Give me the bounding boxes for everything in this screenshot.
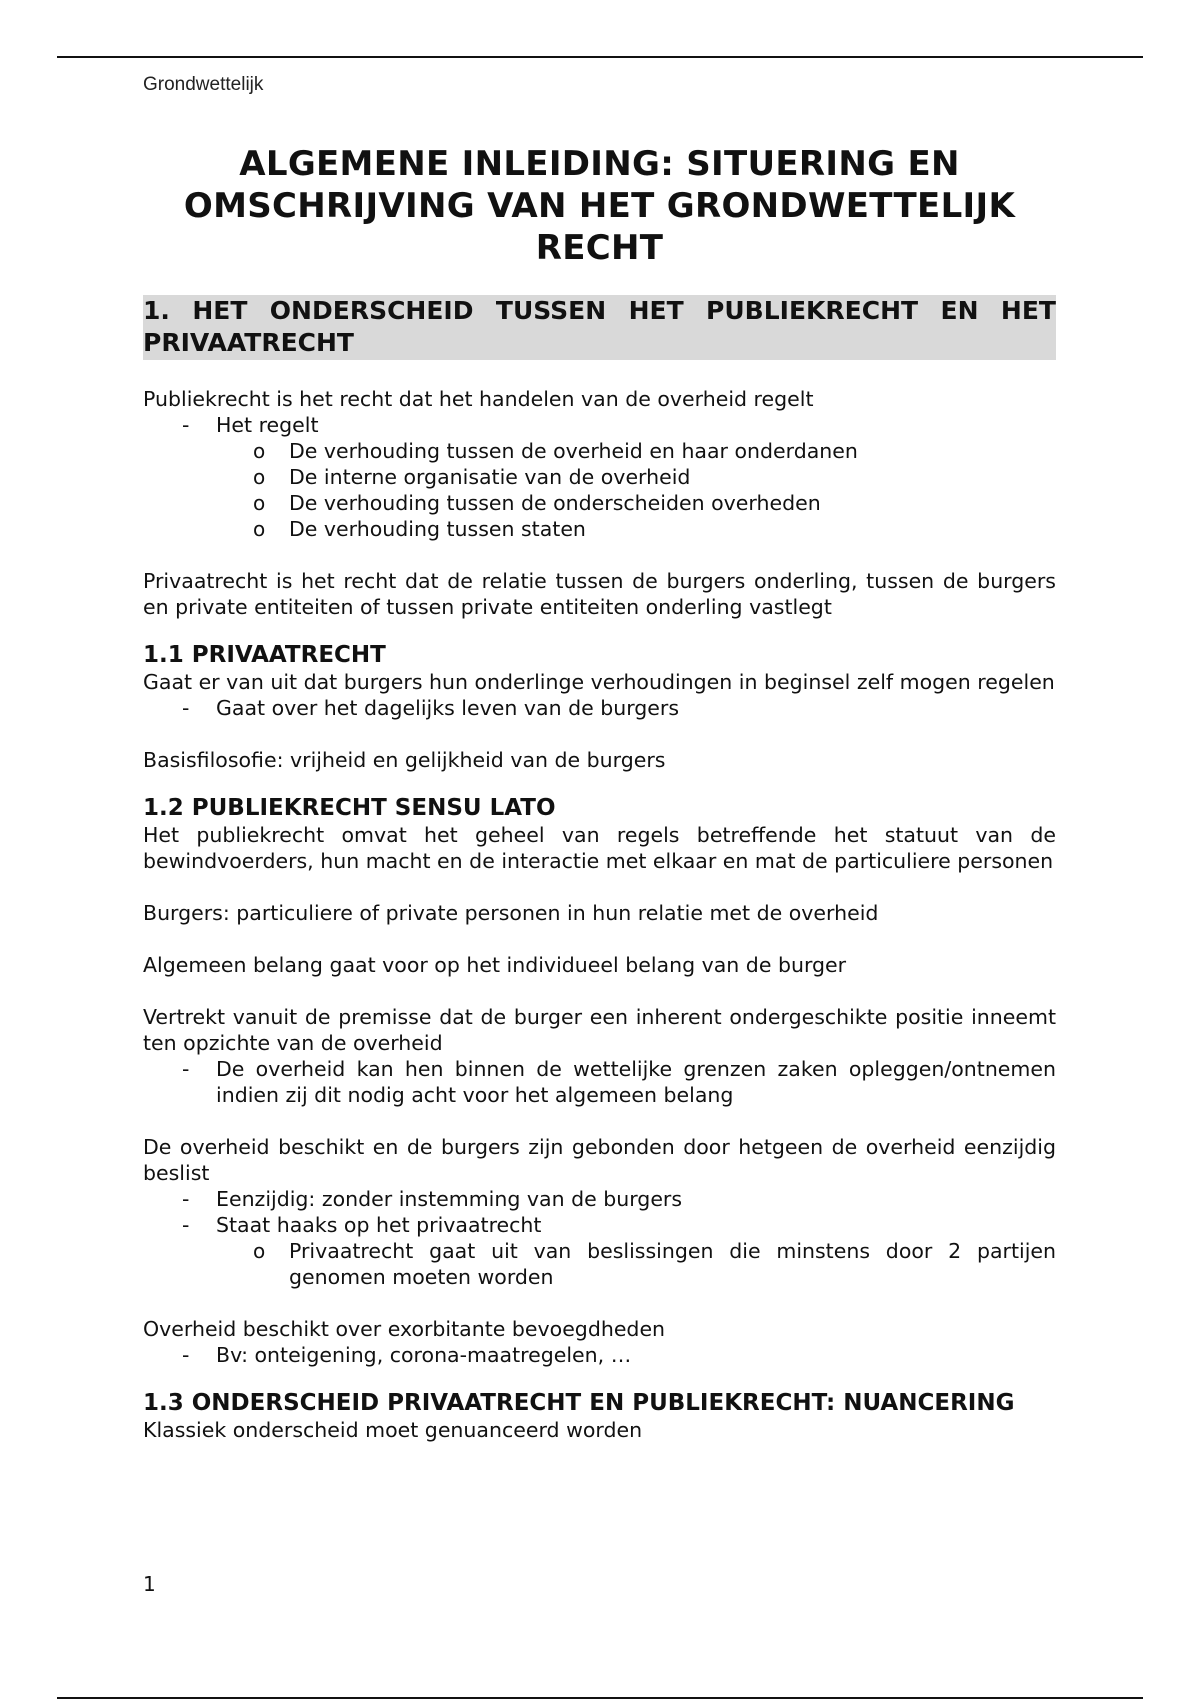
list-item [216, 412, 1056, 542]
publiekrecht-definition: Publiekrecht is het recht dat het handelen van de overheid regelt [143, 387, 814, 411]
paragraph: Algemeen belang gaat voor op het individueel belang van de burger [143, 953, 847, 977]
paragraph: Basisfilosofie: vrijheid en gelijkheid van de burgers [143, 748, 666, 772]
paragraph: Vertrekt vanuit de premisse dat de burger een inherent ondergeschikte positie inneemt ten opzichte van de overheid [143, 1005, 1056, 1055]
paragraph: Burgers: particuliere of private personen in hun relatie met de overheid [143, 901, 879, 925]
page-number: 1 [143, 1572, 156, 1596]
paragraph: Gaat er van uit dat burgers hun onderlinge verhoudingen in beginsel zelf mogen regelen [143, 670, 1055, 694]
list-item-text: Staat haaks op het privaatrecht [216, 1213, 542, 1237]
list-item: - Gaat over het dagelijks leven van de burgers [216, 695, 1056, 721]
privaatrecht-definition: Privaatrecht is het recht dat de relatie tussen de burgers onderling, tussen de burgers en private entiteiten of tussen private entiteiten onderling vastlegt [143, 569, 1056, 619]
bullet-list [143, 412, 1056, 542]
bullet-list [143, 1056, 1056, 1108]
document-title: ALGEMENE INLEIDING: SITUERING EN OMSCHRIJVING VAN HET GRONDWETTELIJK RECHT [183, 144, 1016, 268]
list-item: o De verhouding tussen de onderscheiden overheden [289, 490, 1056, 516]
section-1-1-heading: 1.1 PRIVAATRECHT [143, 642, 386, 668]
header-rule [57, 56, 1143, 58]
paragraph: Overheid beschikt over exorbitante bevoegdheden [143, 1317, 666, 1341]
section-1-2-heading: 1.2 PUBLIEKRECHT SENSU LATO [143, 795, 556, 821]
bullet-list [143, 1186, 1056, 1290]
list-item: o Privaatrecht gaat uit van beslissingen die minstens door 2 partijen genomen moeten worden [289, 1238, 1056, 1290]
list-item: o De interne organisatie van de overheid [289, 464, 1056, 490]
list-item: o De verhouding tussen staten [289, 516, 1056, 542]
list-item: o De verhouding tussen de overheid en haar onderdanen [289, 438, 1056, 464]
list-item: - De overheid kan hen binnen de wettelijke grenzen zaken opleggen/ontnemen indien zij dit nodig acht voor het algemeen belang [216, 1056, 1056, 1108]
list-item [216, 1212, 1056, 1290]
paragraph: Klassiek onderscheid moet genuanceerd worden [143, 1418, 643, 1442]
paragraph: Het publiekrecht omvat het geheel van regels betreffende het statuut van de bewindvoerders, hun macht en de interactie met elkaar en mat de particuliere personen [143, 823, 1056, 873]
sub-bullet-list [216, 438, 1056, 542]
sub-bullet-list [216, 1238, 1056, 1290]
paragraph: De overheid beschikt en de burgers zijn gebonden door hetgeen de overheid eenzijdig beslist [143, 1135, 1056, 1185]
list-item-text: Het regelt [216, 413, 319, 437]
bullet-list [143, 695, 1056, 721]
list-item: - Eenzijdig: zonder instemming van de burgers [216, 1186, 1056, 1212]
page-header: Grondwettelijk [143, 74, 264, 95]
footer-rule [57, 1697, 1143, 1699]
document-body [143, 143, 1056, 1443]
section-1-heading: 1. HET ONDERSCHEID TUSSEN HET PUBLIEKRECHT EN HET PRIVAATRECHT [143, 295, 1056, 360]
list-item: - Bv: onteigening, corona-maatregelen, … [216, 1342, 1056, 1368]
bullet-list [143, 1342, 1056, 1368]
section-1-3-heading: 1.3 ONDERSCHEID PRIVAATRECHT EN PUBLIEKRECHT: NUANCERING [143, 1390, 1015, 1416]
